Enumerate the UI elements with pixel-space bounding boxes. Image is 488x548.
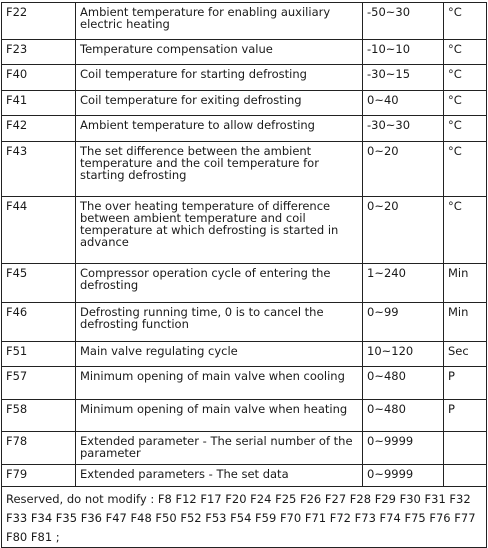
param-code: F45 xyxy=(2,264,76,303)
param-description: The over heating temperature of difference between ambient temperature and coil temperature at which defrosting is started in advance xyxy=(76,197,363,264)
param-description: Ambient temperature for enabling auxiliary electric heating xyxy=(76,3,363,40)
param-description: Minimum opening of main valve when heating xyxy=(76,400,363,432)
parameter-table xyxy=(1,2,487,548)
param-range: 0~9999 xyxy=(363,432,444,465)
param-code: F23 xyxy=(2,40,76,65)
table-row xyxy=(2,142,487,197)
param-description: Extended parameters - The set data xyxy=(76,465,363,487)
param-description: Defrosting running time, 0 is to cancel the defrosting function xyxy=(76,303,363,342)
param-range: 0~480 xyxy=(363,400,444,432)
param-description: Extended parameter - The serial number of the parameter xyxy=(76,432,363,465)
param-code: F22 xyxy=(2,3,76,40)
table-row xyxy=(2,432,487,465)
table-row xyxy=(2,400,487,432)
table-row xyxy=(2,367,487,400)
param-code: F40 xyxy=(2,65,76,91)
param-unit xyxy=(444,432,487,465)
table-row xyxy=(2,342,487,367)
param-description: Temperature compensation value xyxy=(76,40,363,65)
table-row xyxy=(2,91,487,116)
param-description: Ambient temperature to allow defrosting xyxy=(76,116,363,142)
param-unit: °C xyxy=(444,142,487,197)
param-range: 1~240 xyxy=(363,264,444,303)
param-range: 0~99 xyxy=(363,303,444,342)
param-range: -30~30 xyxy=(363,116,444,142)
param-code: F58 xyxy=(2,400,76,432)
param-code: F79 xyxy=(2,465,76,487)
table-row xyxy=(2,197,487,264)
param-unit: Min xyxy=(444,303,487,342)
param-unit: °C xyxy=(444,197,487,264)
param-unit: Sec xyxy=(444,342,487,367)
param-unit: P xyxy=(444,400,487,432)
table-row xyxy=(2,303,487,342)
param-unit: P xyxy=(444,367,487,400)
table-row xyxy=(2,65,487,91)
param-code: F44 xyxy=(2,197,76,264)
param-code: F41 xyxy=(2,91,76,116)
param-unit: Min xyxy=(444,264,487,303)
param-unit: °C xyxy=(444,116,487,142)
param-unit: °C xyxy=(444,91,487,116)
table-row xyxy=(2,264,487,303)
param-range: 0~20 xyxy=(363,197,444,264)
param-range: 0~9999 xyxy=(363,465,444,487)
param-description: Main valve regulating cycle xyxy=(76,342,363,367)
param-unit: °C xyxy=(444,65,487,91)
table-row xyxy=(2,40,487,65)
reserved-parameters-note: Reserved, do not modify : F8 F12 F17 F20 F24 F25 F26 F27 F28 F29 F30 F31 F32 F33 F34 F35 F36 F47 F48 F50 F52 F53 F54 F59 F70 F71 F72 F73 F74 F75 F76 F77 F80 F81 ; xyxy=(2,487,487,548)
param-range: -10~10 xyxy=(363,40,444,65)
param-code: F46 xyxy=(2,303,76,342)
param-code: F42 xyxy=(2,116,76,142)
table-row xyxy=(2,465,487,487)
parameter-table-body xyxy=(2,3,487,548)
param-description: Minimum opening of main valve when cooling xyxy=(76,367,363,400)
param-unit: °C xyxy=(444,40,487,65)
param-description: Coil temperature for exiting defrosting xyxy=(76,91,363,116)
param-description: Coil temperature for starting defrosting xyxy=(76,65,363,91)
param-range: 0~40 xyxy=(363,91,444,116)
param-range: 10~120 xyxy=(363,342,444,367)
param-code: F51 xyxy=(2,342,76,367)
table-row xyxy=(2,3,487,40)
param-unit xyxy=(444,465,487,487)
param-code: F78 xyxy=(2,432,76,465)
param-code: F57 xyxy=(2,367,76,400)
param-code: F43 xyxy=(2,142,76,197)
param-range: -50~30 xyxy=(363,3,444,40)
param-range: 0~480 xyxy=(363,367,444,400)
param-unit: °C xyxy=(444,3,487,40)
param-range: 0~20 xyxy=(363,142,444,197)
param-description: Compressor operation cycle of entering the defrosting xyxy=(76,264,363,303)
param-description: The set difference between the ambient temperature and the coil temperature for starting defrosting xyxy=(76,142,363,197)
param-range: -30~15 xyxy=(363,65,444,91)
table-row xyxy=(2,116,487,142)
reserved-note-row xyxy=(2,487,487,548)
